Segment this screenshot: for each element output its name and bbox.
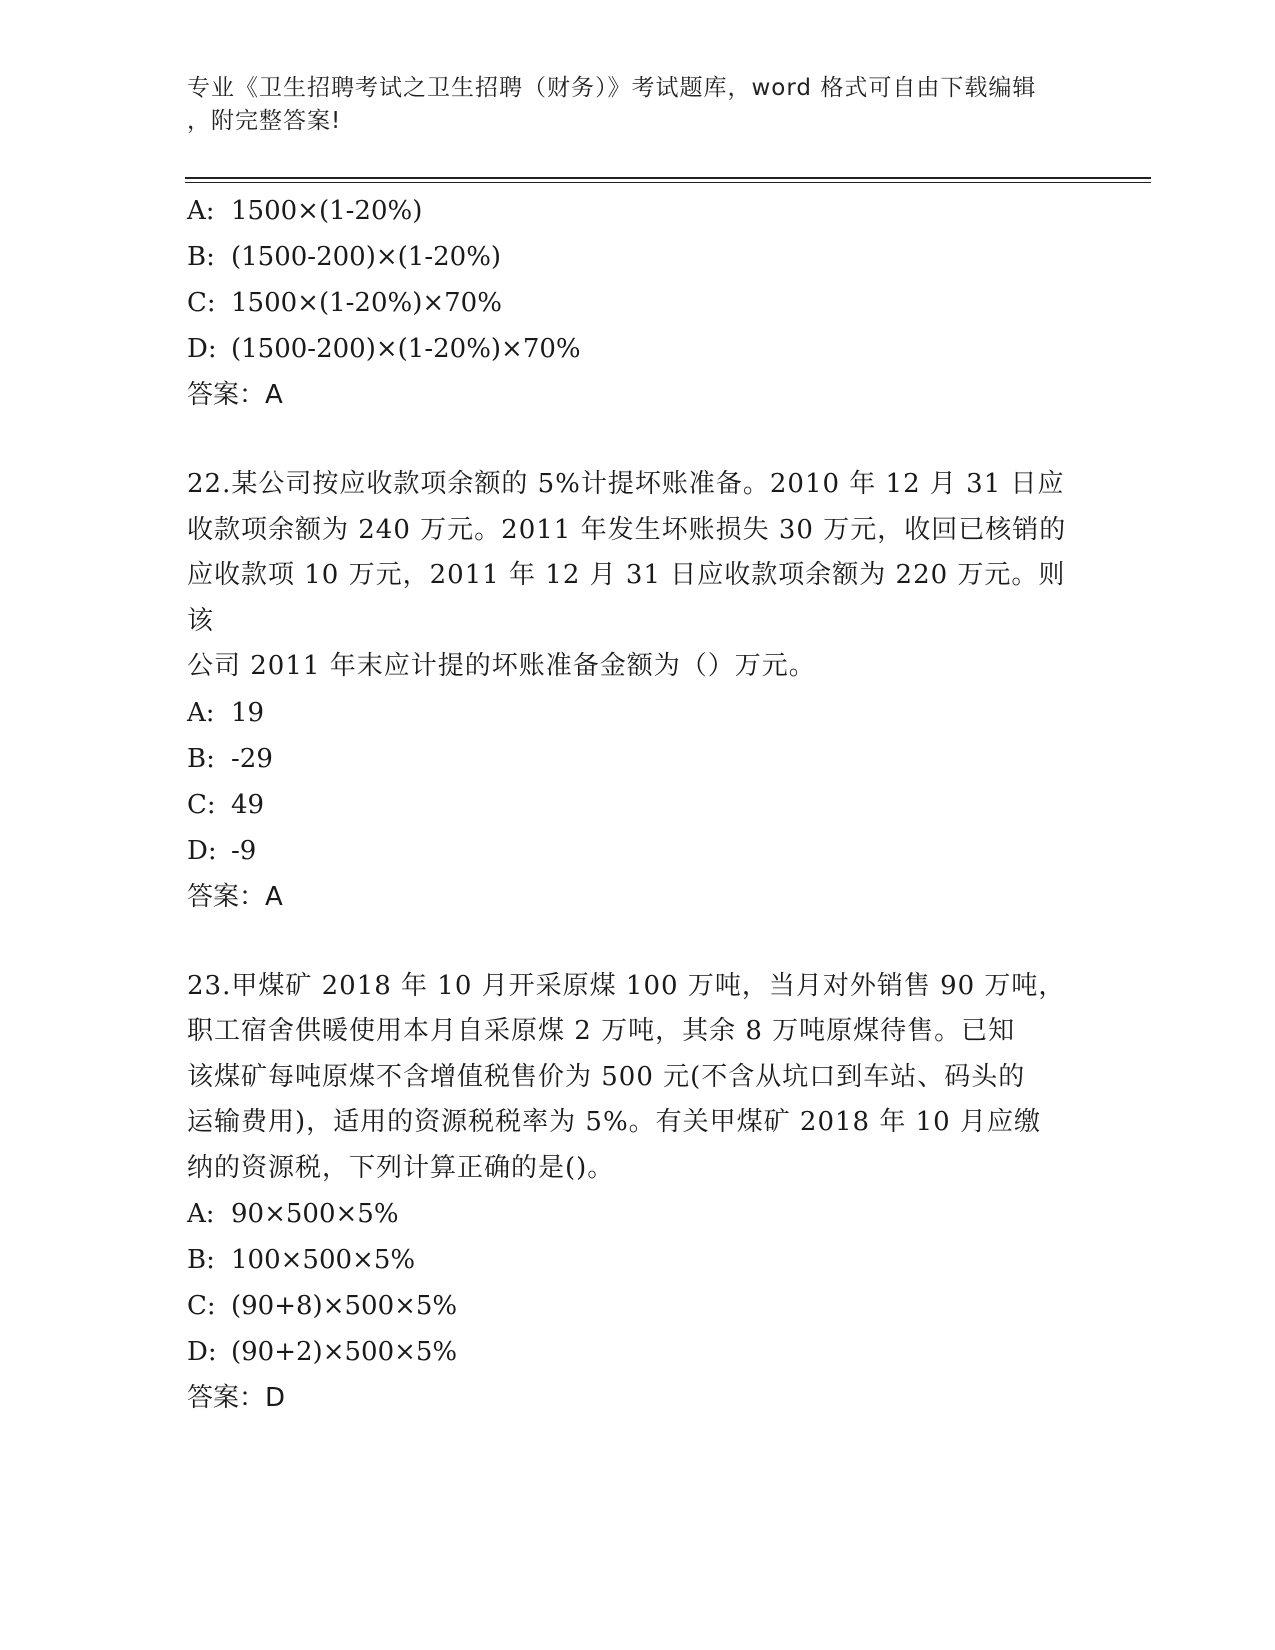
option-a <box>187 188 1087 234</box>
option-text: 90×500×5% <box>231 1199 399 1229</box>
document-header <box>187 72 1067 138</box>
option-d <box>187 828 1087 874</box>
header-line-2: ，附完整答案! <box>187 108 342 134</box>
option-c <box>187 782 1087 828</box>
question-content <box>187 188 1087 1421</box>
stem-line: 公司 2011 年末应计提的坏账准备金额为（）万元。 <box>187 651 816 681</box>
option-letter: B: <box>187 743 215 774</box>
answer-line: 答案：A <box>187 380 283 410</box>
stem-line: 纳的资源税，下列计算正确的是()。 <box>187 1152 615 1183</box>
answer-line: 答案：D <box>187 1383 286 1413</box>
option-b <box>187 736 1087 782</box>
header-divider-thin <box>185 182 1151 183</box>
option-letter: C: <box>187 789 216 820</box>
option-text: -29 <box>231 743 273 774</box>
option-text: (90+8)×500×5% <box>231 1291 458 1321</box>
answer-line: 答案：A <box>187 881 283 912</box>
question-stem <box>187 462 1087 690</box>
option-b <box>187 1237 1087 1283</box>
stem-line: 收款项余额为 240 万元。2011 年发生坏账损失 30 万元，收回已核销的 <box>187 514 1067 545</box>
option-letter: D: <box>187 835 217 866</box>
option-text: 1500×(1-20%) <box>231 196 423 226</box>
option-d <box>187 1329 1087 1375</box>
stem-line: 该煤矿每吨原煤不含增值税售价为 500 元(不含从坑口到车站、码头的 <box>187 1061 1026 1092</box>
option-letter: B: <box>187 1245 215 1275</box>
option-letter: A: <box>187 697 215 728</box>
stem-line: 23.甲煤矿 2018 年 10 月开采原煤 100 万吨，当月对外销售 90 万吨， <box>187 970 1066 1001</box>
question-23 <box>187 964 1087 1422</box>
option-a <box>187 1191 1087 1237</box>
option-text: (1500-200)×(1-20%)×70% <box>231 334 581 364</box>
option-text: (1500-200)×(1-20%) <box>231 242 502 272</box>
header-divider-thick <box>185 177 1151 179</box>
option-c <box>187 1283 1087 1329</box>
option-c <box>187 280 1087 326</box>
option-letter: A: <box>187 196 215 226</box>
stem-line: 职工宿舍供暖使用本月自采原煤 2 万吨，其余 8 万吨原煤待售。已知 <box>187 1016 1016 1046</box>
stem-line: 22.某公司按应收款项余额的 5%计提坏账准备。2010 年 12 月 31 日应 <box>187 469 1065 499</box>
option-letter: A: <box>187 1199 215 1229</box>
option-text: 19 <box>231 697 265 728</box>
stem-line: 运输费用)，适用的资源税税率为 5%。有关甲煤矿 2018 年 10 月应缴 <box>187 1107 1041 1137</box>
option-text: -9 <box>231 835 257 866</box>
option-text: 49 <box>231 789 265 820</box>
option-letter: D: <box>187 1337 217 1367</box>
stem-line: 应收款项 10 万元，2011 年 12 月 31 日应收款项余额为 220 万元。则该 <box>187 560 1066 636</box>
option-a <box>187 690 1087 736</box>
question-22 <box>187 462 1087 920</box>
option-d <box>187 326 1087 372</box>
option-letter: C: <box>187 1291 216 1321</box>
option-text: 100×500×5% <box>231 1245 416 1275</box>
question-stem <box>187 964 1087 1192</box>
option-b <box>187 234 1087 280</box>
option-letter: D: <box>187 334 217 364</box>
option-letter: C: <box>187 288 216 318</box>
header-line-1: 专业《卫生招聘考试之卫生招聘（财务）》考试题库，word 格式可自由下载编辑 <box>187 75 1037 101</box>
question-21 <box>187 188 1087 418</box>
option-letter: B: <box>187 242 215 272</box>
option-text: 1500×(1-20%)×70% <box>231 288 502 318</box>
option-text: (90+2)×500×5% <box>231 1337 458 1367</box>
